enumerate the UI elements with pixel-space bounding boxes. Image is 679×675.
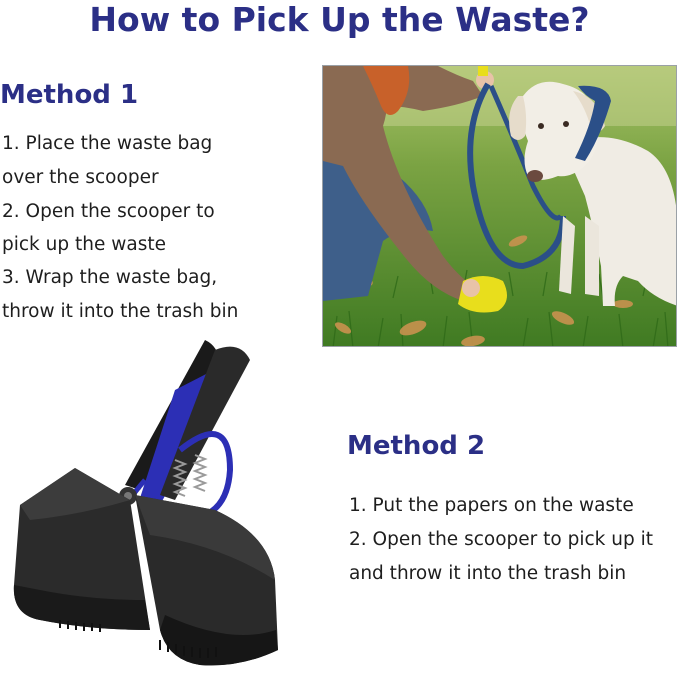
method-2-line: 2. Open the scooper to pick up it [349, 529, 653, 550]
dog-walker-photo [322, 65, 677, 347]
method-2-line: and throw it into the trash bin [349, 563, 627, 584]
method-2-line: 1. Put the papers on the waste [349, 495, 634, 516]
pooper-scooper-image [0, 330, 300, 675]
method-1-line: pick up the waste [2, 234, 166, 255]
method-1-line: over the scooper [2, 167, 159, 188]
method-2-heading: Method 2 [347, 431, 486, 461]
method-1-heading: Method 1 [0, 80, 139, 110]
method-1-line: throw it into the trash bin [2, 301, 239, 322]
page-title: How to Pick Up the Waste? [89, 0, 590, 39]
method-1-line: 2. Open the scooper to [2, 201, 215, 222]
method-1-line: 1. Place the waste bag [2, 133, 213, 154]
method-1-line: 3. Wrap the waste bag, [2, 267, 218, 288]
